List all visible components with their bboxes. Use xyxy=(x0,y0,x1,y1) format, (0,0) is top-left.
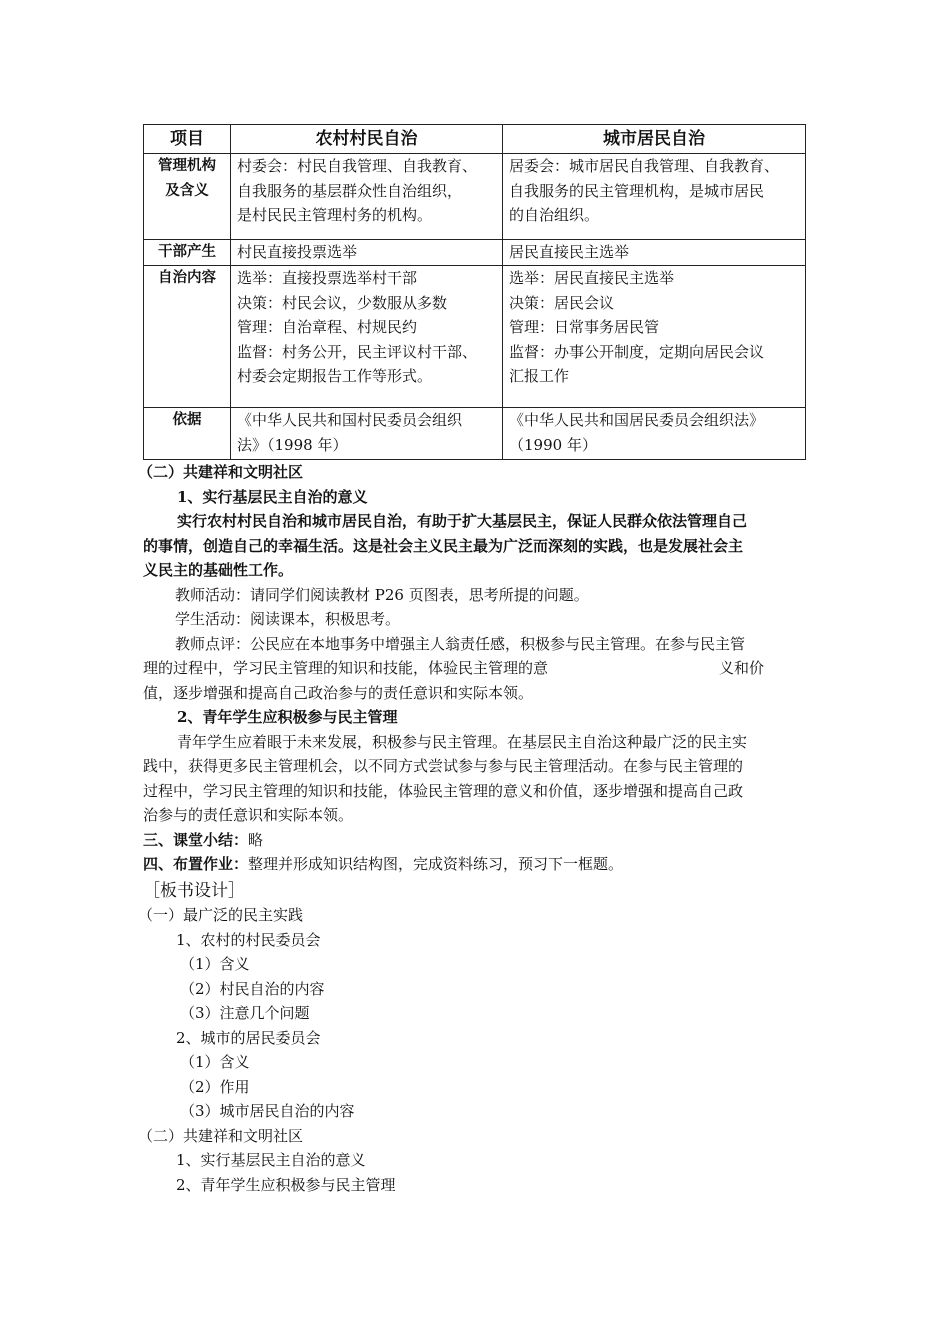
homework: 四、布置作业：整理并形成知识结构图，完成资料练习，预习下一框题。 xyxy=(143,855,624,873)
class-summary: 三、课堂小结：略 xyxy=(143,830,264,849)
rural-cell: 村委会：村民自我管理、自我教育、 自我服务的基层群众性自治组织， 是村民民主管理村务的机构。 xyxy=(231,154,503,240)
board-subsection: 1、农村的村民委员会 xyxy=(176,930,321,949)
row-item: 依据 xyxy=(144,408,231,460)
board-item: （3）城市居民自治的内容 xyxy=(180,1102,355,1120)
board-item: （2）作用 xyxy=(180,1077,250,1096)
board-subsection: 1、实行基层民主自治的意义 xyxy=(176,1151,366,1169)
document-content xyxy=(138,124,805,1197)
teacher-activity: 教师活动：请同学们阅读教材 P26 页图表，思考所提的问题。 xyxy=(175,585,589,604)
student-activity: 学生活动：阅读课本，积极思考。 xyxy=(175,610,401,628)
board-design xyxy=(138,903,805,1197)
header-rural: 农村村民自治 xyxy=(231,125,503,154)
teacher-comment: 教师点评：公民应在本地事务中增强主人翁责任感，积极参与民主管理。在参与民主管 理的过程中，学习民主管理的知识和技能，体验民主管理的意 义和价 值，逐步增强和提高自己政治参与的责任意识和实际本领。 xyxy=(143,634,765,702)
sub2-paragraph: 青年学生应着眼于未来发展，积极参与民主管理。在基层民主自治这种最广泛的民主实 践中，获得更多民主管理机会，以不同方式尝试参与参与民主管理活动。在参与民主管理的 过程中，学习民主管理的知识和技能，体验民主管理的意义和价值，逐步增强和提高自己政 治参与的责任意识和实际本领。 xyxy=(143,732,748,824)
sub1-paragraph: 实行农村村民自治和城市居民自治，有助于扩大基层民主，保证人民群众依法管理自己 的事情，创造自己的幸福生活。这是社会主义民主最为广泛而深刻的实践，也是发展社会主 义民主的基础性工作。 xyxy=(143,512,748,579)
board-item: （1）含义 xyxy=(180,955,250,973)
board-item: （1）含义 xyxy=(180,1053,250,1071)
row-item: 干部产生 xyxy=(144,240,231,266)
rural-cell: 《中华人民共和国村民委员会组织 法》（1998 年） xyxy=(231,408,503,460)
board-section: （二）共建祥和文明社区 xyxy=(138,1126,304,1145)
table-header-row xyxy=(144,125,806,154)
comparison-table xyxy=(143,124,806,460)
board-item: （3）注意几个问题 xyxy=(180,1004,310,1022)
board-subsection: 2、城市的居民委员会 xyxy=(176,1028,321,1047)
urban-cell: 居民直接民主选举 xyxy=(503,240,806,266)
header-item: 项目 xyxy=(144,125,231,154)
board-subsection: 2、青年学生应积极参与民主管理 xyxy=(176,1175,396,1194)
table-row xyxy=(144,266,806,408)
urban-cell: 居委会：城市居民自我管理、自我教育、 自我服务的民主管理机构，是城市居民 的自治组织。 xyxy=(503,154,806,240)
urban-cell: 选举：居民直接民主选举 决策：居民会议 管理：日常事务居民管 监督：办事公开制度，定期向居民会议 汇报工作 xyxy=(503,266,806,408)
header-urban: 城市居民自治 xyxy=(503,125,806,154)
table-row xyxy=(144,408,806,460)
urban-cell: 《中华人民共和国居民委员会组织法》 （1990 年） xyxy=(503,408,806,460)
board-item: （2）村民自治的内容 xyxy=(180,979,325,998)
board-design-title: ［板书设计］ xyxy=(143,880,245,901)
section2-title: （二）共建祥和文明社区 xyxy=(138,463,304,481)
table-row xyxy=(144,154,806,240)
table-row xyxy=(144,240,806,266)
sub1-title: 1、实行基层民主自治的意义 xyxy=(177,487,368,506)
row-item: 自治内容 xyxy=(144,266,231,408)
row-item: 管理机构 及含义 xyxy=(144,154,231,240)
board-section: （一）最广泛的民主实践 xyxy=(138,906,304,924)
rural-cell: 选举：直接投票选举村干部 决策：村民会议，少数服从多数 管理：自治章程、村规民约 监督：村务公开，民主评议村干部、 村委会定期报告工作等形式。 xyxy=(231,266,503,408)
rural-cell: 村民直接投票选举 xyxy=(231,240,503,266)
sub2-title: 2、青年学生应积极参与民主管理 xyxy=(177,708,398,726)
